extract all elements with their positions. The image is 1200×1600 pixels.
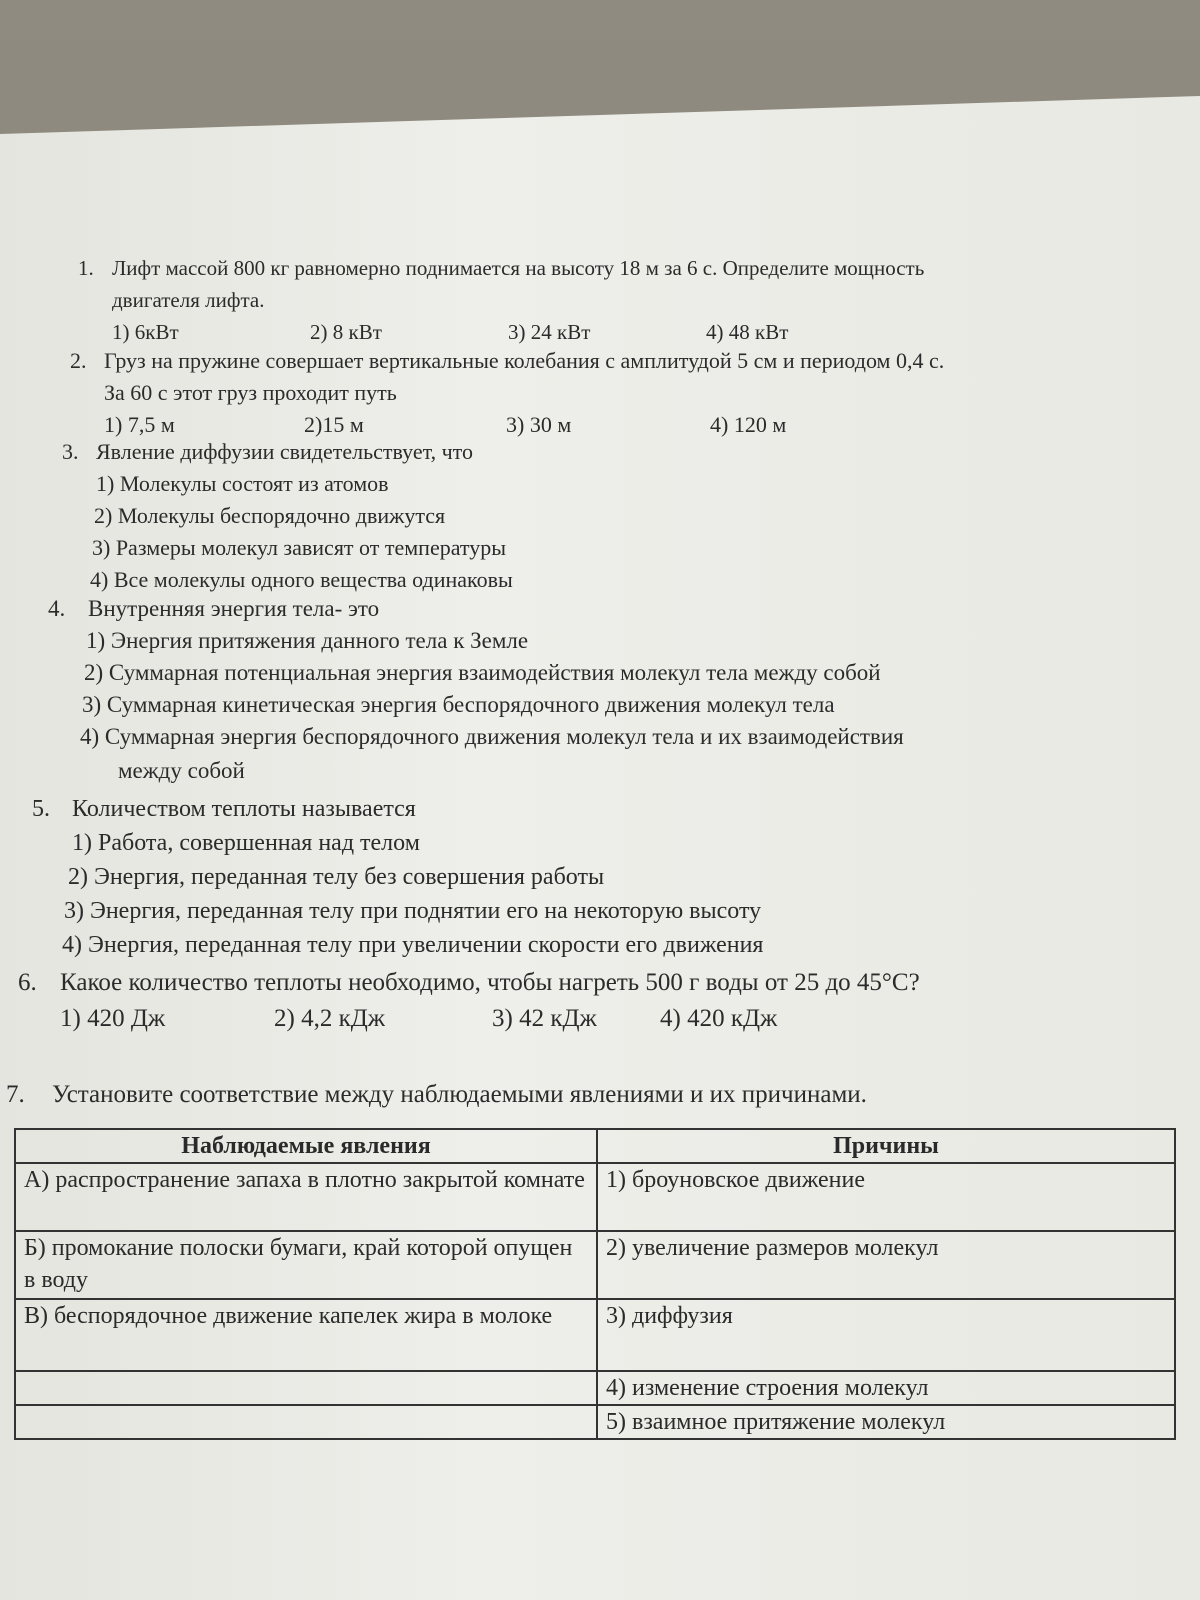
answer-option: 2) Энергия, переданная телу без совершения работы	[68, 864, 605, 890]
table-row	[15, 1371, 1175, 1405]
table-row	[15, 1405, 1175, 1439]
answer-option: 3) 24 кВт	[508, 320, 591, 344]
question-text: двигателя лифта.	[112, 288, 265, 312]
answer-option: 1) 6кВт	[112, 320, 179, 344]
answer-option: 1) Молекулы состоят из атомов	[96, 471, 389, 496]
answer-option: 1) 420 Дж	[60, 1005, 166, 1032]
table-row	[15, 1299, 1175, 1371]
question-number: 4.	[48, 596, 66, 621]
question-number: 7.	[6, 1081, 25, 1108]
table-cell: В) беспорядочное движение капелек жира в молоке	[15, 1299, 597, 1371]
answer-option-continuation: между собой	[118, 758, 245, 783]
answer-option: 3) 42 кДж	[492, 1005, 597, 1032]
table-cell	[15, 1371, 597, 1405]
table-cell: 5) взаимное притяжение молекул	[597, 1405, 1175, 1439]
question-text: Явление диффузии свидетельствует, что	[96, 439, 473, 464]
answer-option: 2)15 м	[304, 412, 364, 437]
table-header-phenomena: Наблюдаемые явления	[15, 1129, 597, 1163]
answer-option: 4) 48 кВт	[706, 320, 789, 344]
table-row	[15, 1163, 1175, 1231]
question-text: Груз на пружине совершает вертикальные колебания с амплитудой 5 см и периодом 0,4 с.	[104, 348, 945, 373]
answer-option: 2) 8 кВт	[310, 320, 382, 344]
answer-option: 4) Все молекулы одного вещества одинаковы	[90, 567, 513, 592]
table-cell: 4) изменение строения молекул	[597, 1371, 1175, 1405]
table-cell: 2) увеличение размеров молекул	[597, 1231, 1175, 1299]
answer-option: 2) Суммарная потенциальная энергия взаимодействия молекул тела между собой	[84, 660, 881, 685]
table-cell: А) распространение запаха в плотно закрытой комнате	[15, 1163, 597, 1231]
answer-option: 3) Энергия, переданная телу при поднятии его на некоторую высоту	[64, 898, 762, 924]
table-cell	[15, 1405, 597, 1439]
question-text: Установите соответствие между наблюдаемыми явлениями и их причинами.	[52, 1081, 867, 1108]
answer-option: 3) Размеры молекул зависят от температуры	[92, 535, 507, 560]
question-number: 1.	[78, 256, 94, 280]
question-number: 2.	[70, 348, 87, 373]
answer-option: 3) Суммарная кинетическая энергия беспорядочного движения молекул тела	[82, 692, 835, 717]
question-text: Внутренняя энергия тела- это	[88, 596, 380, 621]
answer-option: 4) Суммарная энергия беспорядочного движения молекул тела и их взаимодействия	[80, 724, 904, 749]
answer-option: 4) Энергия, переданная телу при увеличении скорости его движения	[62, 932, 764, 958]
question-number: 3.	[62, 439, 79, 464]
answer-option: 4) 420 кДж	[660, 1005, 778, 1032]
question-number: 5.	[32, 796, 50, 822]
table-row	[15, 1231, 1175, 1299]
table-cell: 1) броуновское движение	[597, 1163, 1175, 1231]
question-text: За 60 с этот груз проходит путь	[104, 380, 397, 405]
question-text: Количеством теплоты называется	[72, 796, 416, 822]
answer-option: 1) Работа, совершенная над телом	[72, 830, 420, 856]
answer-option: 1) 7,5 м	[104, 412, 175, 437]
answer-option: 3) 30 м	[506, 412, 572, 437]
question-text: Какое количество теплоты необходимо, чтобы нагреть 500 г воды от 25 до 45°С?	[60, 969, 920, 996]
answer-option: 1) Энергия притяжения данного тела к Земле	[86, 628, 529, 653]
table-cell: Б) промокание полоски бумаги, край которой опущен в воду	[15, 1231, 597, 1299]
answer-option: 2) Молекулы беспорядочно движутся	[94, 503, 446, 528]
table-header-causes: Причины	[597, 1129, 1175, 1163]
matching-table	[14, 1128, 1176, 1440]
table-cell: 3) диффузия	[597, 1299, 1175, 1371]
table-header-row	[15, 1129, 1175, 1163]
question-text: Лифт массой 800 кг равномерно поднимается на высоту 18 м за 6 с. Определите мощность	[112, 256, 925, 280]
answer-option: 2) 4,2 кДж	[274, 1005, 386, 1032]
question-number: 6.	[18, 969, 37, 996]
answer-option: 4) 120 м	[710, 412, 787, 437]
